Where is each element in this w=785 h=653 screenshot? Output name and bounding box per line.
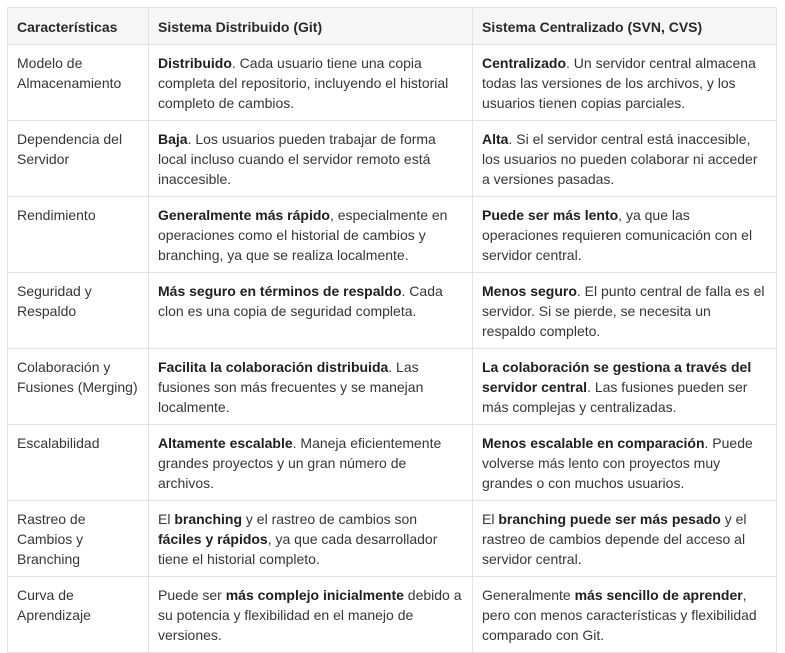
text-segment: . Un servidor central almacena todas las versiones de los archivos, y los usuarios tienen copias parciales. [482,55,756,111]
table-row [8,273,777,349]
text-segment: El [482,511,499,527]
git-cell [149,121,473,197]
text-segment: . El punto central de falla es el servidor. Si se pierde, se necesita un respaldo completo. [482,283,765,339]
git-cell [149,273,473,349]
text-segment: , especialmente en operaciones como el historial de cambios y branching, ya que se realiza localmente. [158,207,448,263]
text-segment: . Cada clon es una copia de seguridad completa. [158,283,443,319]
header-caracteristicas: Características [8,8,149,45]
git-cell [149,425,473,501]
svn-cell [473,349,777,425]
text-segment: , ya que las operaciones requieren comunicación con el servidor central. [482,207,753,263]
bold-text: Alta [482,131,509,147]
table-row [8,501,777,577]
text-segment: . Las fusiones pueden ser más complejas y centralizadas. [482,379,748,415]
table-row [8,121,777,197]
bold-text: La colaboración se gestiona a través del servidor central [482,359,752,395]
feature-cell: Rendimiento [8,197,149,273]
text-segment: . Los usuarios pueden trabajar de forma local incluso cuando el servidor remoto está inaccesible. [158,131,436,187]
table-header-row [8,8,777,45]
text-segment: . Las fusiones son más frecuentes y se manejan localmente. [158,359,424,415]
bold-text: Menos escalable en comparación [482,435,705,451]
git-cell [149,349,473,425]
git-cell [149,45,473,121]
bold-text: Facilita la colaboración distribuida [158,359,389,375]
svn-cell [473,197,777,273]
svn-cell [473,45,777,121]
bold-text: Centralizado [482,55,567,71]
bold-text: más sencillo de aprender [574,587,743,603]
feature-cell: Colaboración y Fusiones (Merging) [8,349,149,425]
bold-text: Distribuido [158,55,232,71]
feature-cell: Escalabilidad [8,425,149,501]
text-segment: debido a su potencia y flexibilidad en el manejo de versiones. [158,587,462,643]
feature-cell: Dependencia del Servidor [8,121,149,197]
header-sistema-centralizado: Sistema Centralizado (SVN, CVS) [473,8,777,45]
svn-cell [473,273,777,349]
table-row [8,45,777,121]
text-segment: y el rastreo de cambios depende del acceso al servidor central. [482,511,747,567]
bold-text: branching puede ser más pesado [498,511,721,527]
text-segment: . Puede volverse más lento con proyectos muy grandes o con muchos usuarios. [482,435,753,491]
text-segment: El [158,511,175,527]
table-row [8,425,777,501]
text-segment: Puede ser [158,587,226,603]
text-segment: y el rastreo de cambios son [242,511,418,527]
table-row [8,197,777,273]
bold-text: branching [174,511,243,527]
text-segment: . Maneja eficientemente grandes proyectos y un gran número de archivos. [158,435,442,491]
text-segment: , ya que cada desarrollador tiene el historial completo. [158,531,438,567]
table-header [8,8,777,45]
bold-text: Altamente escalable [158,435,293,451]
git-cell [149,577,473,653]
comparison-table [7,7,777,653]
bold-text: Más seguro en términos de respaldo [158,283,402,299]
comparison-table-container [7,7,776,653]
table-body [8,45,777,653]
git-cell [149,501,473,577]
bold-text: Generalmente más rápido [158,207,330,223]
svn-cell [473,501,777,577]
table-row [8,577,777,653]
bold-text: fáciles y rápidos [158,531,268,547]
bold-text: más complejo inicialmente [225,587,404,603]
feature-cell: Modelo de Almacenamiento [8,45,149,121]
feature-cell: Rastreo de Cambios y Branching [8,501,149,577]
bold-text: Baja [158,131,188,147]
bold-text: Puede ser más lento [482,207,619,223]
table-row [8,349,777,425]
svn-cell [473,121,777,197]
text-segment: , pero con menos características y flexibilidad comparado con Git. [482,587,757,643]
bold-text: Menos seguro [482,283,577,299]
header-sistema-distribuido: Sistema Distribuido (Git) [149,8,473,45]
feature-cell: Curva de Aprendizaje [8,577,149,653]
text-segment: . Cada usuario tiene una copia completa del repositorio, incluyendo el historial completo de cambios. [158,55,449,111]
git-cell [149,197,473,273]
text-segment: . Si el servidor central está inaccesible, los usuarios no pueden colaborar ni acceder a versiones pasadas. [482,131,758,187]
feature-cell: Seguridad y Respaldo [8,273,149,349]
svn-cell [473,577,777,653]
svn-cell [473,425,777,501]
text-segment: Generalmente [482,587,575,603]
